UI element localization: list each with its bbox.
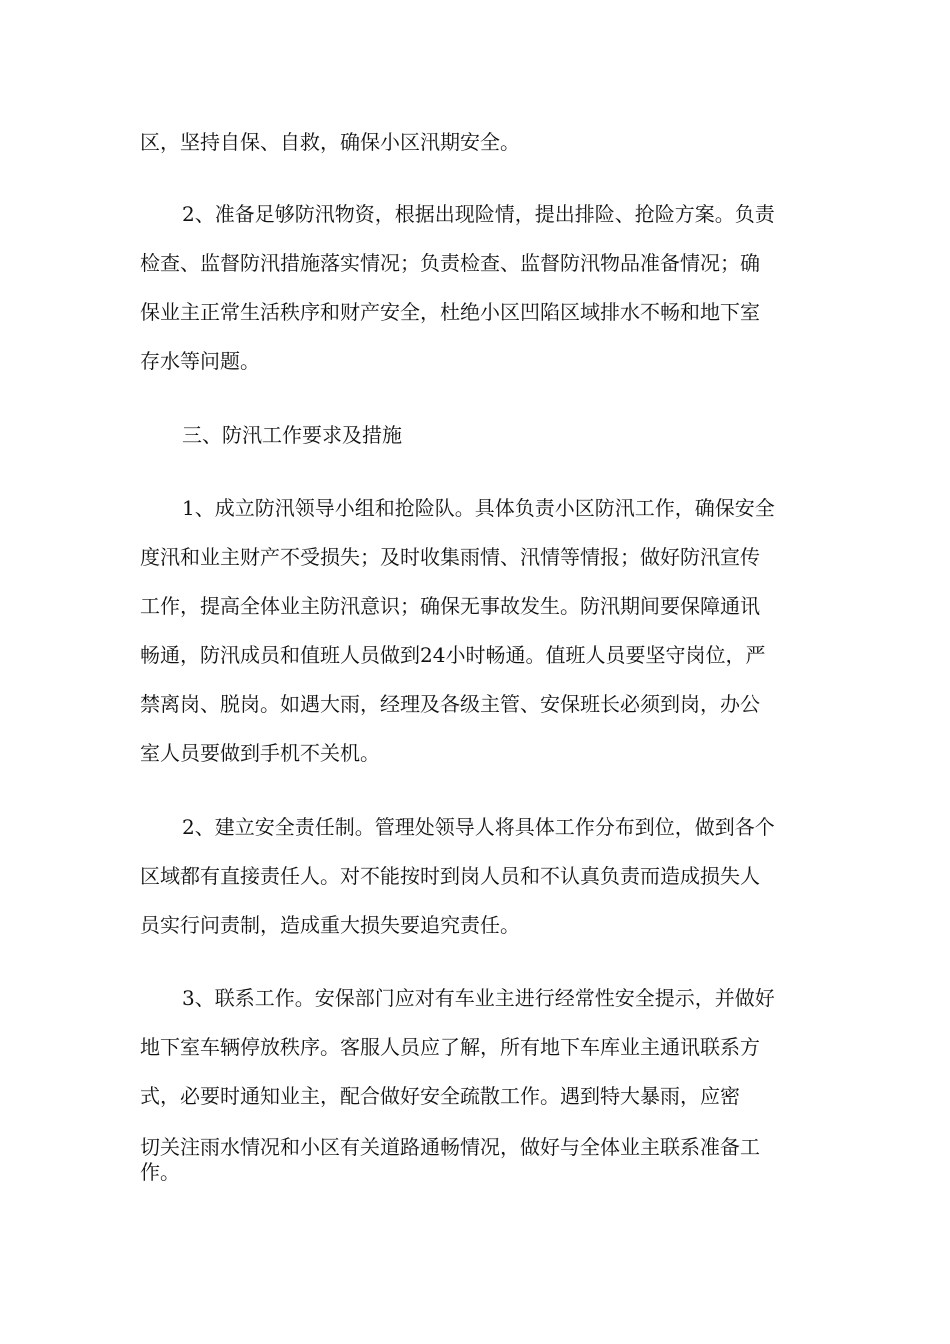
text-line: 工作，提高全体业主防汛意识；确保无事故发生。防汛期间要保障通讯 — [140, 594, 760, 618]
section-heading: 三、防汛工作要求及措施 — [182, 423, 402, 447]
text-line: 地下室车辆停放秩序。客服人员应了解，所有地下车库业主通讯联系方 — [140, 1035, 760, 1059]
text-line: 保业主正常生活秩序和财产安全，杜绝小区凹陷区域排水不畅和地下室 — [140, 300, 760, 324]
text-line: 区域都有直接责任人。对不能按时到岗人员和不认真负责而造成损失人 — [140, 864, 760, 888]
text-line: 2、建立安全责任制。管理处领导人将具体工作分布到位，做到各个 — [182, 815, 775, 839]
text-line: 存水等问题。 — [140, 349, 260, 373]
text-line: 检查、监督防汛措施落实情况；负责检查、监督防汛物品准备情况；确 — [140, 251, 760, 275]
text-line: 度汛和业主财产不受损失；及时收集雨情、汛情等情报；做好防汛宣传 — [140, 545, 760, 569]
text-line: 1、成立防汛领导小组和抢险队。具体负责小区防汛工作，确保安全 — [182, 496, 775, 520]
text-line: 员实行问责制，造成重大损失要追究责任。 — [140, 913, 520, 937]
text-line: 区，坚持自保、自救，确保小区汛期安全。 — [140, 130, 520, 154]
text-line: 禁离岗、脱岗。如遇大雨，经理及各级主管、安保班长必须到岗，办公 — [140, 692, 760, 716]
text-line: 室人员要做到手机不关机。 — [140, 741, 380, 765]
text-line: 作。 — [140, 1160, 180, 1184]
text-line: 式，必要时通知业主，配合做好安全疏散工作。遇到特大暴雨，应密 — [140, 1084, 740, 1108]
text-line: 3、联系工作。安保部门应对有车业主进行经常性安全提示，并做好 — [182, 986, 775, 1010]
text-line: 2、准备足够防汛物资，根据出现险情，提出排险、抢险方案。负责 — [182, 202, 775, 226]
text-line: 切关注雨水情况和小区有关道路通畅情况，做好与全体业主联系准备工 — [140, 1135, 760, 1159]
text-line: 畅通，防汛成员和值班人员做到24小时畅通。值班人员要坚守岗位，严 — [140, 643, 766, 667]
